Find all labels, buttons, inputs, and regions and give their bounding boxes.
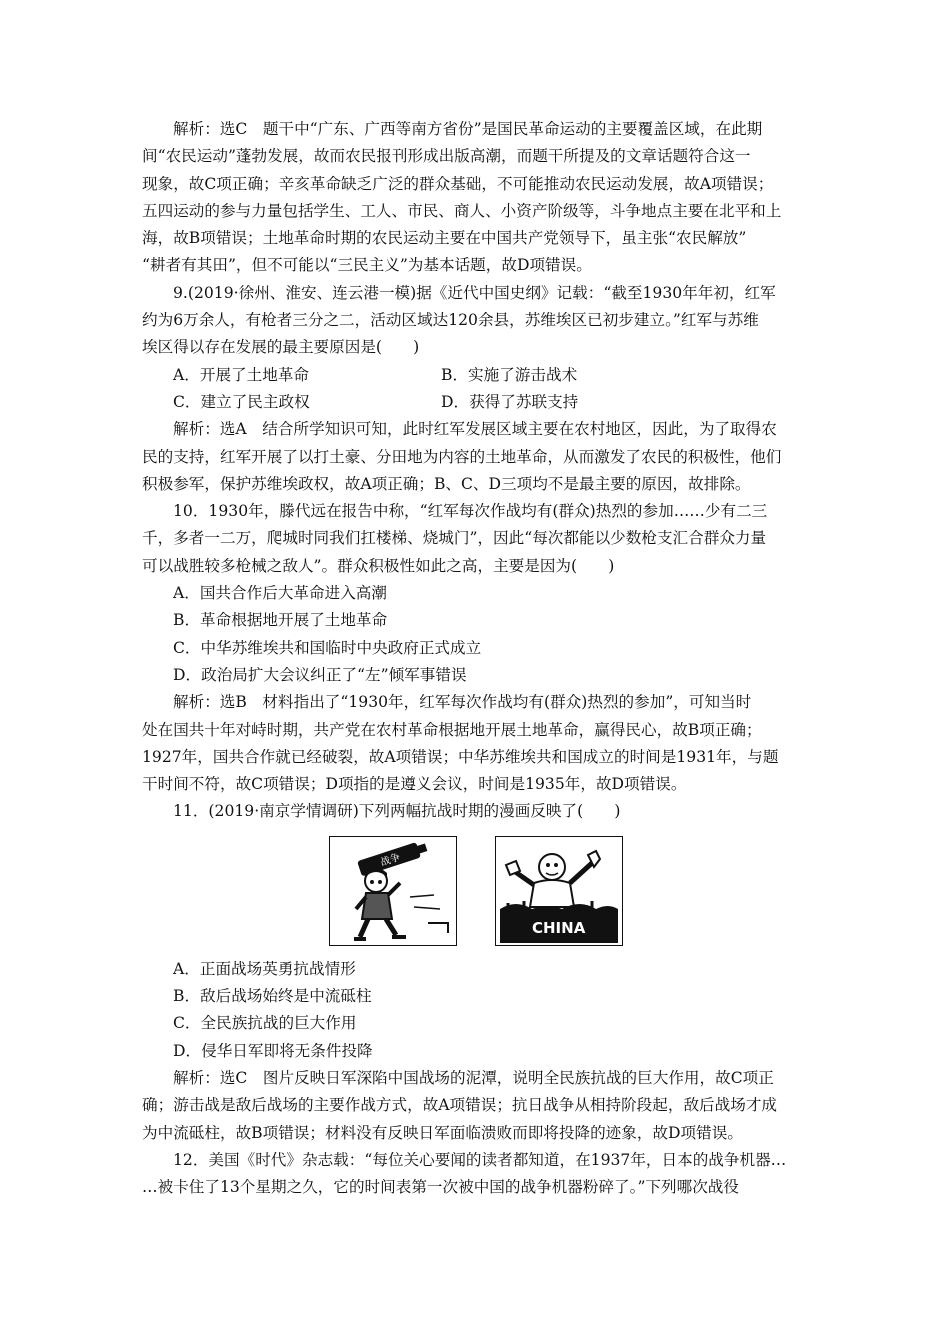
question-stem-line: 10．1930年，滕代远在报告中称，“红军每次作战均有(群众)热烈的参加……少有二三 <box>173 502 768 521</box>
question-11 <box>142 798 810 1146</box>
cartoon-china-mire-image <box>495 836 623 946</box>
paragraph-line: 现象，故C项正确；辛亥革命缺乏广泛的群众基础，不可能推动农民运动发展，故A项错误； <box>142 174 774 193</box>
paragraph-line: “耕者有其田”，但不可能以“三民主义”为基本话题，故D项错误。 <box>142 256 592 275</box>
options-row <box>142 389 810 416</box>
answer-line: 积极参军，保护苏维埃政权，故A项正确；B、C、D三项均不是最主要的原因，故排除。 <box>142 474 751 493</box>
question-stem-line: 9.(2019·徐州、淮安、连云港一模)据《近代中国史纲》记载：“截至1930年年初，红军 <box>173 283 776 302</box>
answer-line: 干时间不符，故C项错误；D项指的是遵义会议，时间是1935年，故D项错误。 <box>142 775 687 794</box>
option-c: C．建立了民主政权 <box>173 392 310 411</box>
question-12 <box>142 1147 810 1202</box>
question-stem-line: 11．(2019·南京学情调研)下列两幅抗战时期的漫画反映了( ) <box>173 802 621 821</box>
question-stem-line: 千，多者一二万，爬城时同我们扛楼梯、烧城门”，因此“每次都能以少数枪支汇合群众力量 <box>142 529 767 548</box>
option-a: A．国共合作后大革命进入高潮 <box>173 584 387 603</box>
paragraph-line: 五四运动的参与力量包括学生、工人、市民、商人、小资产阶级等，斗争地点主要在北平和上 <box>142 201 782 220</box>
answer-line: 为中流砥柱，故B项错误；材料没有反映日军面临溃败而即将投降的迹象，故D项错误。 <box>142 1123 743 1142</box>
paragraph-line: 海，故B项错误；土地革命时期的农民运动主要在中国共产党领导下，虽主张“农民解放” <box>142 229 747 248</box>
option-a: A．开展了土地革命 <box>173 365 310 384</box>
options-row <box>142 362 810 389</box>
paragraph-line: 间“农民运动”蓬勃发展，故而农民报刊形成出版高潮，而题干所提及的文章话题符合这一 <box>142 147 751 166</box>
answer-line: 解析：选B 材料指出了“1930年，红军每次作战均有(群众)热烈的参加”，可知当时 <box>173 693 752 712</box>
question-stem-line: 埃区得以存在发展的最主要原因是( ) <box>142 338 420 357</box>
option-c: C．中华苏维埃共和国临时中央政府正式成立 <box>173 638 482 657</box>
option-b: B．敌后战场始终是中流砥柱 <box>173 987 372 1006</box>
option-d: D．政治局扩大会议纠正了“左”倾军事错误 <box>173 665 467 684</box>
paragraph-line: 解析：选C 题干中“广东、广西等南方省份”是国民革命运动的主要覆盖区域，在此期 <box>173 120 763 138</box>
option-d: D．获得了苏联支持 <box>441 392 579 411</box>
option-b: B．实施了游击战术 <box>441 365 578 384</box>
question-stem-line: 12．美国《时代》杂志载：“每位关心要闻的读者都知道，在1937年，日本的战争机器… <box>173 1150 787 1169</box>
question-stem-line: …被卡住了13个星期之久，它的时间表第一次被中国的战争机器粉碎了。”下列哪次战役 <box>142 1178 739 1197</box>
answer-line: 确；游击战是敌后战场的主要作战方式，故A项错误；抗日战争从相持阶段起，敌后战场才成 <box>142 1096 778 1115</box>
answer-line: 解析：选A 结合所学知识可知，此时红军发展区域主要在农村地区，因此，为了取得农 <box>173 420 777 439</box>
option-d: D．侵华日军即将无条件投降 <box>173 1041 373 1060</box>
cartoon-soldier-image <box>329 836 457 946</box>
mire-label: CHINA <box>532 918 586 937</box>
cartoon-figures <box>142 836 810 946</box>
question-stem-line: 可以战胜较多枪械之敌人”。群众积极性如此之高，主要是因为( ) <box>142 556 615 575</box>
question-stem-line: 约为6万余人，有枪者三分之二，活动区域达120余县，苏维埃区已初步建立。”红军与苏维 <box>142 311 759 330</box>
answer-line: 1927年，国共合作就已经破裂，故A项错误；中华苏维埃共和国成立的时间是1931年，与题 <box>142 747 779 766</box>
question-9 <box>142 280 810 498</box>
bottle-label: 战争 <box>379 851 402 869</box>
option-a: A．正面战场英勇抗战情形 <box>173 959 356 978</box>
answer-line: 处在国共十年对峙时期，共产党在农村革命根据地开展土地革命，赢得民心，故B项正确； <box>142 720 762 739</box>
option-c: C．全民族抗战的巨大作用 <box>173 1014 357 1033</box>
option-b: B．革命根据地开展了土地革命 <box>173 611 388 630</box>
q8-answer-block <box>142 116 810 280</box>
answer-line: 解析：选C 图片反映日军深陷中国战场的泥潭，说明全民族抗战的巨大作用，故C项正 <box>173 1068 774 1087</box>
document-body <box>142 116 810 1201</box>
question-10 <box>142 498 810 798</box>
answer-line: 民的支持，红军开展了以打土豪、分田地为内容的土地革命，从而激发了农民的积极性，他们 <box>142 447 782 466</box>
